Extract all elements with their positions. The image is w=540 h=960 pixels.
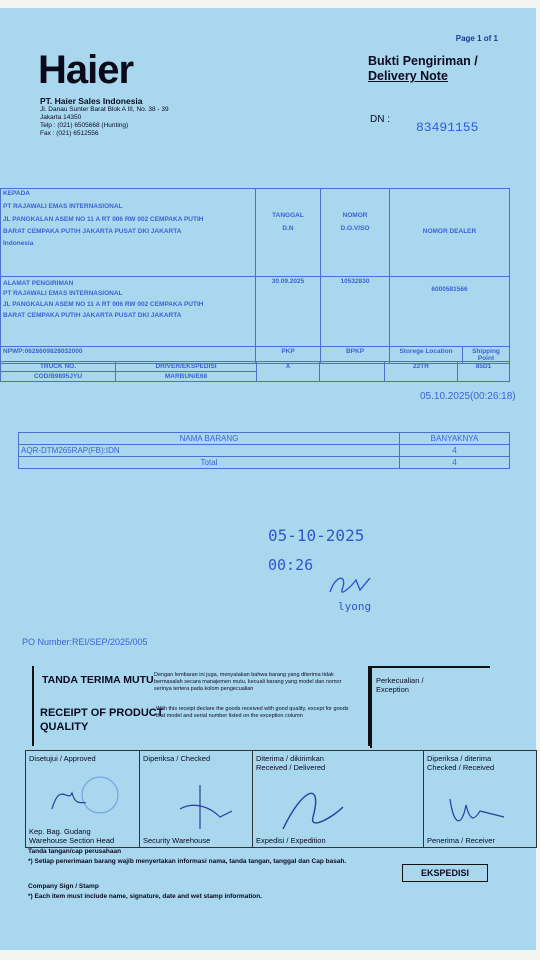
bpkp-value [320,362,385,382]
nomor-label: NOMOR [342,212,368,219]
stamp-label: Tanda tangan/cap perusahaan [28,848,122,855]
signature-role-2: Warehouse Section Head [29,836,115,845]
customer-name: PT RAJAWALI EMAS INTERNASIONAL [3,203,123,210]
truck-value: COD/B9895JYU [1,372,116,382]
address-line: Telp : (021) 6505668 (Hunting) [40,122,129,129]
dealer-number: 6000581566 [431,286,468,293]
title-line-1: Bukti Pengiriman / [368,54,478,68]
item-name-header: NAMA BARANG [19,433,400,445]
ship-address-1: JL PANGKALAN ASEM NO 11 A RT 006 RW 002 CEMPAKA PUTIH [3,301,204,308]
storage-value: 22TR [385,362,458,382]
signature-role: Penerima / Receiver [427,836,495,845]
item-qty-header: BANYAKNYA [400,433,510,445]
customer-address-2: BARAT CEMPAKA PUTIH JAKARTA PUSAT DKI JAKARTA [3,228,182,235]
receipt-box [32,666,370,746]
receipt-title-en [40,706,163,734]
receipt-text-en: With this receipt declare the goods received with good quality, except for goods that model and serial number listed on the exception column [156,706,349,719]
haier-logo: Haier [38,48,134,92]
title-line-2: Delivery Note [368,69,448,83]
bpkp-label: BPKP [321,347,390,364]
stamp-icon [46,773,126,819]
address-line: Jakarta 14350 [40,114,82,121]
pkp-value: X [257,362,320,382]
shipping-address-cell [1,277,256,347]
signature-role: Security Warehouse [143,836,211,845]
address-line: Fax : (021) 6512556 [40,130,99,137]
kepada-label: KEPADA [3,190,30,197]
copy-label: EKSPEDISI [402,864,488,882]
shipping-point-label: Shipping Point [463,347,510,364]
tanggal-header [256,189,321,277]
dealer-number-value [390,277,510,347]
signature-title: Diperiksa / Checked [143,754,211,763]
note-en: *) Each item must include name, signature, date and wet stamp information. [28,893,263,900]
kepada-cell [1,189,256,277]
signature-icon [170,781,240,831]
signature-role-1: Kep. Bag. Gudang [29,827,91,836]
receipt-text-id: Dengan lembaran ini juga, menyatakan bahwa barang yang diterima tidak bermasalah secara manajemen mutu, kecuali barang yang model dan nomor serinya tertera pada kolom pengecualian [154,672,342,692]
nomor-header [321,189,390,277]
signature-title: Disetujui / Approved [29,754,96,763]
signature-row [25,750,537,848]
company-address [40,106,169,138]
signature-title-2: Checked / Received [427,763,495,772]
tanggal-sub: D.N [282,225,294,232]
signature-title-1: Diperiksa / diterima [427,754,492,763]
page-number: Page 1 of 1 [455,34,498,43]
truck-label: TRUCK NO. [1,362,116,372]
shipping-point-value: 85D1 [458,362,510,382]
transport-table [0,361,510,382]
driver-label: DRIVER/EKSPEDISI [116,362,257,372]
signature-role [29,827,114,845]
ship-customer: PT RAJAWALI EMAS INTERNASIONAL [3,290,123,297]
signature-title-1: Diterima / dikirimkan [256,754,324,763]
receipt-title-id: TANDA TERIMA MUTU [42,674,154,686]
customer-country: Indonesia [3,240,34,247]
signature-title-2: Received / Delivered [256,763,326,772]
ship-label: ALAMAT PENGIRIMAN [3,280,74,287]
tanggal-label: TANGGAL [272,212,304,219]
exception-label [376,676,424,694]
signature-icon [444,791,524,831]
date-value: 30.09.2025 [256,277,321,347]
storage-label: Storege Location [390,347,463,364]
signature-delivered [253,751,424,847]
signature-approved [26,751,140,847]
signature-received [424,751,536,847]
exception-label-2: Exception [376,685,409,694]
total-qty: 4 [400,457,510,469]
table-row [19,445,510,457]
nomor-sub: D.O.V/SO [340,225,370,232]
receipt-title-en-2: QUALITY [40,721,89,733]
receipt-title-en-1: RECEIPT OF PRODUCT [40,707,164,719]
dealer-label: NOMOR DEALER [422,228,477,235]
ship-address-2: BARAT CEMPAKA PUTIH JAKARTA PUSAT DKI JAKARTA [3,312,182,319]
company-name: PT. Haier Sales Indonesia [40,96,143,106]
handwritten-date: 05-10-2025 [268,526,365,545]
do-number-value: 10532830 [321,277,390,347]
info-table [0,188,510,364]
company-sign-label: Company Sign / Stamp [28,883,99,890]
npwp-cell: NPWP:0628609828032000 [1,347,256,364]
exception-label-1: Perkecualian / [376,676,424,685]
signature-title [256,754,325,772]
handwritten-signature-icon [326,570,376,600]
dealer-header [390,189,510,277]
exception-box [370,666,490,748]
document-title [368,54,478,84]
print-datetime: 05.10.2025(00:26:18) [420,391,516,402]
item-name: AQR-DTM265RAP(FB):IDN [19,445,400,457]
address-line: Jl. Danau Sunter Barat Blok A III, No. 38 - 39 [40,106,169,113]
items-table [18,432,510,469]
signature-role: Expedisi / Expedition [256,836,326,845]
po-number: PO Number:REI/SEP/2025/005 [22,637,148,647]
handwritten-name: lyong [338,600,372,613]
pkp-label: PKP [256,347,321,364]
customer-address-1: JL PANGKALAN ASEM NO 11 A RT 006 RW 002 CEMPAKA PUTIH [3,216,204,223]
dn-label: DN : [370,114,390,125]
driver-value: MARBUN/E68 [116,372,257,382]
delivery-note-sheet [0,8,536,950]
dn-number: 83491155 [416,120,479,135]
signature-checked [140,751,253,847]
total-label: Total [19,457,400,469]
signature-icon [273,777,393,837]
note-id: *) Setiap penerimaan barang wajib menyertakan informasi nama, tanda tangan, tanggal dan Cap basah. [28,858,347,865]
signature-title [427,754,494,772]
handwritten-time: 00:26 [268,556,314,574]
item-qty: 4 [400,445,510,457]
